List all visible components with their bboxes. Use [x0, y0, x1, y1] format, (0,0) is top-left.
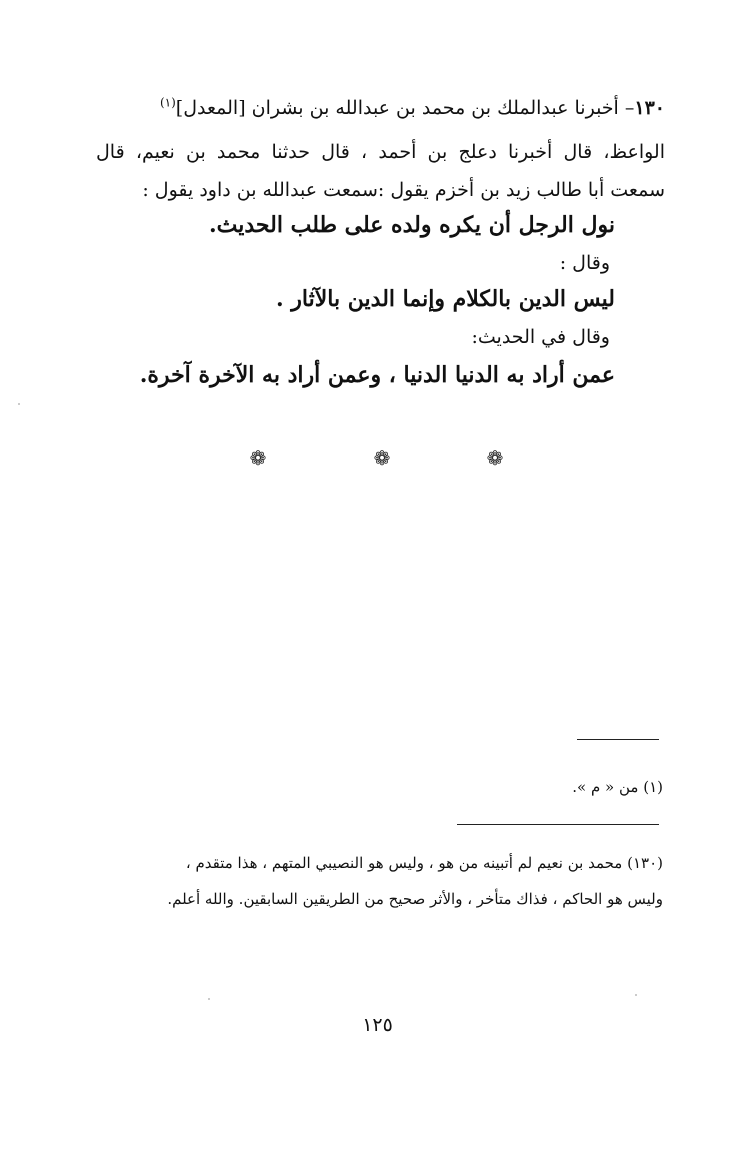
footnote-1: (١) من « م ». [572, 778, 663, 796]
paragraph-line-1 [160, 90, 665, 126]
scan-speck [18, 403, 20, 405]
quote-1: نول الرجل أن يكره ولده على طلب الحديث. [208, 212, 615, 238]
quote-2: ليس الدين بالكلام وإنما الدين بالآثار . [275, 286, 615, 312]
section-divider-ornaments [0, 446, 755, 476]
page-number: ١٢٥ [362, 1014, 393, 1036]
footnote-separator-short [577, 739, 659, 740]
quote-3: عمن أراد به الدنيا الدنيا ، وعمن أراد به الآخرة آخرة. [139, 362, 615, 388]
line-1-text: – أخبرنا عبدالملك بن محمد بن عبدالله بن بشران [المعدل] [175, 97, 635, 119]
flower-ornament-icon: ❁ [249, 446, 267, 470]
flower-ornament-icon: ❁ [486, 446, 504, 470]
scan-speck [635, 994, 637, 996]
paragraph-line-2: الواعظ، قال أخبرنا دعلج بن أحمد ، قال حدثنا محمد بن نعيم، قال [96, 141, 665, 163]
footnote-130-line-2: وليس هو الحاكم ، فذاك متأخر ، والأثر صحيح من الطريقين السابقين. والله أعلم. [167, 890, 663, 908]
paragraph-line-3: سمعت أبا طالب زيد بن أخزم يقول :سمعت عبدالله بن داود يقول : [142, 179, 665, 201]
footnote-130-line-1: (١٣٠) محمد بن نعيم لم أتبينه من هو ، وليس هو النصيبي المتهم ، هذا متقدم ، [185, 854, 663, 872]
footnote-separator-long [457, 824, 659, 825]
footnote-reference: (١) [159, 95, 176, 110]
entry-number: ١٣٠ [634, 97, 665, 119]
said-label-2: وقال في الحديث: [471, 326, 610, 348]
scan-speck [208, 998, 210, 1000]
said-label-1: وقال : [559, 252, 610, 274]
flower-ornament-icon: ❁ [373, 446, 391, 470]
